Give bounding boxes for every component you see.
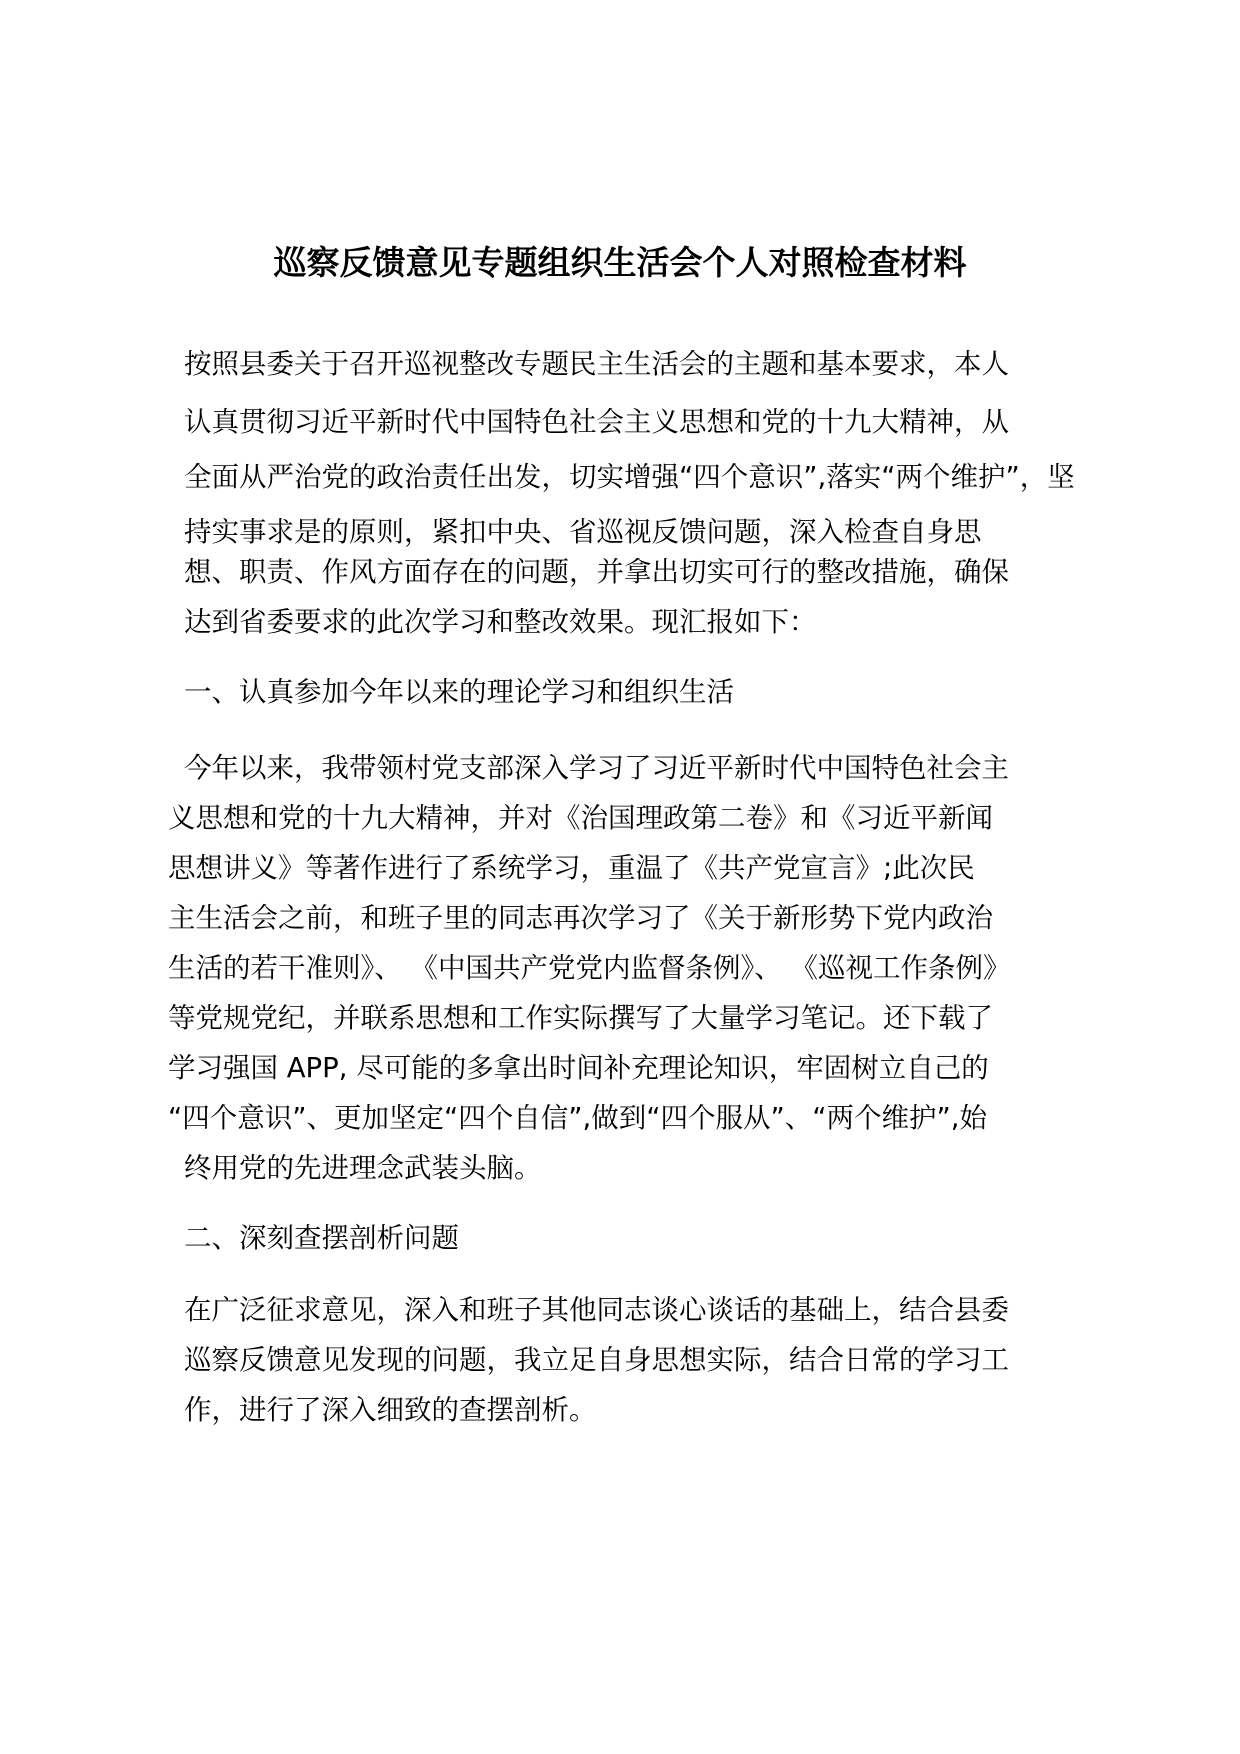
section-heading: 二、深刻查摆剖析问题 — [184, 1222, 459, 1254]
intro-line: 想、职责、作风方面存在的问题，并拿出切实可行的整改措施，确保 — [184, 556, 1009, 588]
paragraph-line: 巡察反馈意见发现的问题，我立足自身思想实际，结合日常的学习工 — [184, 1344, 1009, 1376]
paragraph-line: 今年以来，我带领村党支部深入学习了习近平新时代中国特色社会主 — [184, 752, 1009, 784]
paragraph-line: 终用党的先进理念武装头脑。 — [184, 1152, 542, 1184]
intro-line: 认真贯彻习近平新时代中国特色社会主义思想和党的十九大精神，从 — [184, 406, 1009, 438]
intro-line: 按照县委关于召开巡视整改专题民主生活会的主题和基本要求，本人 — [184, 348, 1009, 380]
paragraph-line: 学习强国 APP, 尽可能的多拿出时间补充理论知识，牢固树立自己的 — [168, 1052, 989, 1084]
paragraph-line: 主生活会之前，和班子里的同志再次学习了《关于新形势下党内政治 — [168, 902, 993, 934]
paragraph-line: “四个意识”、更加坚定“四个自信”,做到“四个服从”、“两个维护”,始 — [168, 1102, 987, 1134]
paragraph-line: 思想讲义》等著作进行了系统学习，重温了《共产党宣言》;此次民 — [168, 852, 975, 884]
section-heading: 一、认真参加今年以来的理论学习和组织生活 — [184, 676, 734, 708]
paragraph-line: 在广泛征求意见，深入和班子其他同志谈心谈话的基础上，结合县委 — [184, 1294, 1009, 1326]
intro-line: 持实事求是的原则，紧扣中央、省巡视反馈问题，深入检查自身思 — [184, 516, 982, 548]
document-title: 巡察反馈意见专题组织生活会个人对照检查材料 — [273, 243, 967, 282]
intro-line: 达到省委要求的此次学习和整改效果。现汇报如下： — [184, 606, 817, 638]
paragraph-line: 义思想和党的十九大精神，并对《治国理政第二卷》和《习近平新闻 — [168, 802, 993, 834]
paragraph-line: 作，进行了深入细致的查摆剖析。 — [184, 1394, 597, 1426]
paragraph-line: 等党规党纪，并联系思想和工作实际撰写了大量学习笔记。还下载了 — [168, 1002, 993, 1034]
paragraph-line: 生活的若干准则》、 《中国共产党党内监督条例》、 《巡视工作条例》 — [168, 952, 1011, 984]
intro-line: 全面从严治党的政治责任出发，切实增强“四个意识”,落实“两个维护”，坚 — [184, 461, 1075, 493]
